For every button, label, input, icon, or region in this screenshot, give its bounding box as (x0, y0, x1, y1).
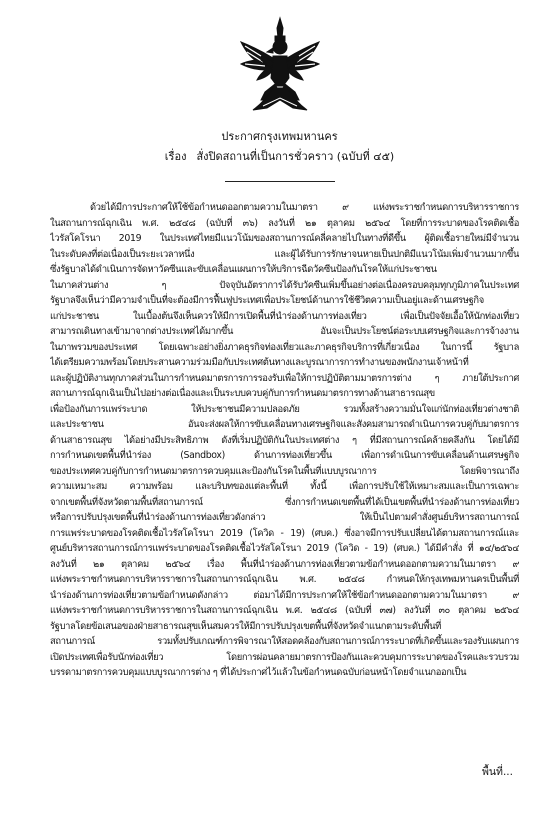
body-line: ซึ่งรัฐบาลได้ดำเนินการจัดหาวัคซีนและขับเคลื่อนแผนการให้บริการฉีดวัคซีนป้องกันโรคให้แก่ประชาชน (50, 264, 437, 276)
body-line: ได้เตรียมความพร้อมโดยประสานความร่วมมือกับประเทศต้นทางและบูรณาการการทำงานของพนักงานเจ้าหน้าที่ (50, 357, 469, 369)
body-line: และผู้ปฏิบัติงานทุกภาคส่วนในการกำหนดมาตรการการรองรับเพื่อให้การปฏิบัติตามมาตรการต่าง ๆ ภายใต้ประกาศ (50, 372, 519, 384)
body-line: บรรดามาตรการควบคุมแบบบูรณาการต่าง ๆ ที่ได้ประกาศไว้แล้วในข้อกำหนดฉบับก่อนหน้าโดยจำแนกออกเป็น (50, 667, 467, 679)
body-line: ไวรัสโคโรนา 2019 ในประเทศไทยมีแนวโน้มของสถานการณ์คลี่คลายไปในทางที่ดีขึ้น ผู้ติดเชื้อรายใหม่มีจำนวน (50, 233, 519, 245)
body-line: แก่ประชาชน ในเบื้องต้นจึงเห็นควรให้มีการเปิดพื้นที่นำร่องด้านการท่องเที่ยว เพื่อเป็นปัจจัยเอื้อให้นักท่องเที่ยว (50, 310, 519, 322)
body-line: สถานการณ์ รวมทั้งปรับเกณฑ์การพิจารณาให้สอดคล้องกับสถานการณ์การระบาดที่เกิดขึ้นและรองรับแผนการ (50, 636, 519, 648)
body-line: แห่งพระราชกำหนดการบริหารราชการในสถานการณ์ฉุกเฉิน พ.ศ. ๒๕๔๘ กำหนดให้กรุงเทพมหานครเป็นพื้นที่ (50, 574, 519, 586)
body-line: การกำหนดเขตพื้นที่นำร่อง (Sandbox) ด้านการท่องเที่ยวขึ้น เพื่อการดำเนินการขับเคลื่อนด้านเศรษฐกิจ (50, 450, 519, 462)
subject-label: เรื่อง (164, 150, 187, 163)
body-line: หรือการปรับปรุงเขตพื้นที่นำร่องด้านการท่องเที่ยวดังกล่าว ให้เป็นไปตามคำสั่งศูนย์บริหารสถานการณ์ (50, 512, 519, 524)
body-line: ในสถานการณ์ฉุกเฉิน พ.ศ. ๒๕๔๘ (ฉบับที่ ๓๖) ลงวันที่ ๒๑ ตุลาคม ๒๕๖๔ โดยที่การระบาดของโรคติดเชื้อ (50, 217, 519, 229)
body-line: ศูนย์บริหารสถานการณ์การแพร่ระบาดของโรคติดเชื้อไวรัสโคโรนา 2019 (โควิด - 19) (ศบค.) ได้มีคำสั่ง ที่ ๑๔/๒๕๖๔ (50, 543, 519, 555)
subject-text: สั่งปิดสถานที่เป็นการชั่วคราว (ฉบับที่ ๔๕) (196, 150, 395, 163)
body-line: ของประเทศควบคู่กับการกำหนดมาตรการควบคุมและป้องกันโรคในพื้นที่แบบบูรณาการ โดยพิจารณาถึง (50, 465, 519, 477)
body-line: เพื่อป้องกันการแพร่ระบาด ให้ประชาชนมีความปลอดภัย รวมทั้งสร้างความมั่นใจแก่นักท่องเที่ยวต่างชาติ (50, 403, 519, 415)
body-line: สถานการณ์ฉุกเฉินเป็นไปอย่างต่อเนื่องและเป็นระบบควบคู่กับการกำหนดมาตรการทางด้านสาธารณสุข (50, 388, 435, 400)
garuda-emblem-icon (237, 16, 323, 114)
body-line: นำร่องด้านการท่องเที่ยวตามข้อกำหนดดังกล่าว ต่อมาได้มีการประกาศให้ใช้ข้อกำหนดออกตามความในมาตรา ๙ (50, 589, 519, 601)
issuer-title: ประกาศกรุงเทพมหานคร (221, 130, 338, 143)
body-line: รัฐบาลจึงเห็นว่ามีความจำเป็นที่จะต้องมีการฟื้นฟูประเทศเพื่อประโยชน์ด้านการใช้ชีวิตความเป็นอยู่และด้านเศรษฐกิจ (50, 295, 484, 307)
page-continuation: พื้นที่... (481, 766, 513, 778)
body-line: ในภาคส่วนต่าง ๆ ปัจจุบันอัตราการได้รับวัคซีนเพิ่มขึ้นอย่างต่อเนื่องครอบคลุมทุกภูมิภาคในประเทศ (50, 279, 519, 291)
body-text (50, 200, 519, 681)
body-line: เปิดประเทศเพื่อรับนักท่องเที่ยว โดยการผ่อนคลายมาตรการป้องกันและควบคุมการระบาดของโรคและรวบรวม (50, 651, 519, 663)
title-divider (225, 181, 335, 182)
body-line: การแพร่ระบาดของโรคติดเชื้อไวรัสโคโรนา 2019 (โควิด - 19) (ศบค.) ซึ่งอาจมีการปรับเปลี่ยนได้ตามสถานการณ์และ (50, 527, 519, 539)
body-line: แห่งพระราชกำหนดการบริหารราชการในสถานการณ์ฉุกเฉิน พ.ศ. ๒๕๔๘ (ฉบับที่ ๓๗) ลงวันที่ ๓๐ ตุลาคม ๒๕๖๔ (50, 605, 519, 617)
body-line: ลงวันที่ ๒๑ ตุลาคม ๒๕๖๔ เรื่อง พื้นที่นำร่องด้านการท่องเที่ยวตามข้อกำหนดออกตามความในมาตรา ๙ (50, 558, 519, 570)
body-line: ในระดับคงที่ต่อเนื่องเป็นระยะเวลาหนึ่ง และผู้ได้รับการรักษาจนหายเป็นปกติมีแนวโน้มเพิ่มจำนวนมากขึ้น (50, 248, 519, 260)
body-line: ในภาพรวมของประเทศ โดยเฉพาะอย่างยิ่งภาคธุรกิจท่องเที่ยวและภาคธุรกิจบริการที่เกี่ยวเนื่อง ในการนี้ รัฐบาล (50, 341, 519, 353)
body-line: ด้านสาธารณสุข ได้อย่างมีประสิทธิภาพ ดังที่เริ่มปฏิบัติกันในประเทศต่าง ๆ ที่มีสถานการณ์คล้ายคลึงกัน โดยได้มี (50, 434, 519, 446)
body-line: จากเขตพื้นที่จังหวัดตามพื้นที่สถานการณ์ ซึ่งการกำหนดเขตพื้นที่ได้เป็นเขตพื้นที่นำร่องด้านการท่องเที่ยว (50, 496, 519, 508)
body-line: ด้วยได้มีการประกาศให้ใช้ข้อกำหนดออกตามความในมาตรา ๙ แห่งพระราชกำหนดการบริหารราชการ (90, 202, 519, 213)
document-subject (0, 148, 559, 166)
body-line: สามารถเดินทางเข้ามาจากต่างประเทศได้มากขึ้น อันจะเป็นประโยชน์ต่อระบบเศรษฐกิจและการจ้างงาน (50, 326, 519, 338)
body-line: ความเหมาะสม ความพร้อม และบริบทของแต่ละพื้นที่ ทั้งนี้ เพื่อการปรับใช้ให้เหมาะสมและเป็นการเฉพาะ (50, 481, 519, 493)
body-line: และประชาชน อันจะส่งผลให้การขับเคลื่อนทางเศรษฐกิจและสังคมสามารถดำเนินการควบคู่กับมาตรการ (50, 419, 519, 431)
body-line: รัฐบาลโดยข้อเสนอของฝ่ายสาธารณสุขเห็นสมควรให้มีการปรับปรุงเขตพื้นที่จังหวัดจำแนกตามระดับพื้นที่ (50, 620, 441, 632)
